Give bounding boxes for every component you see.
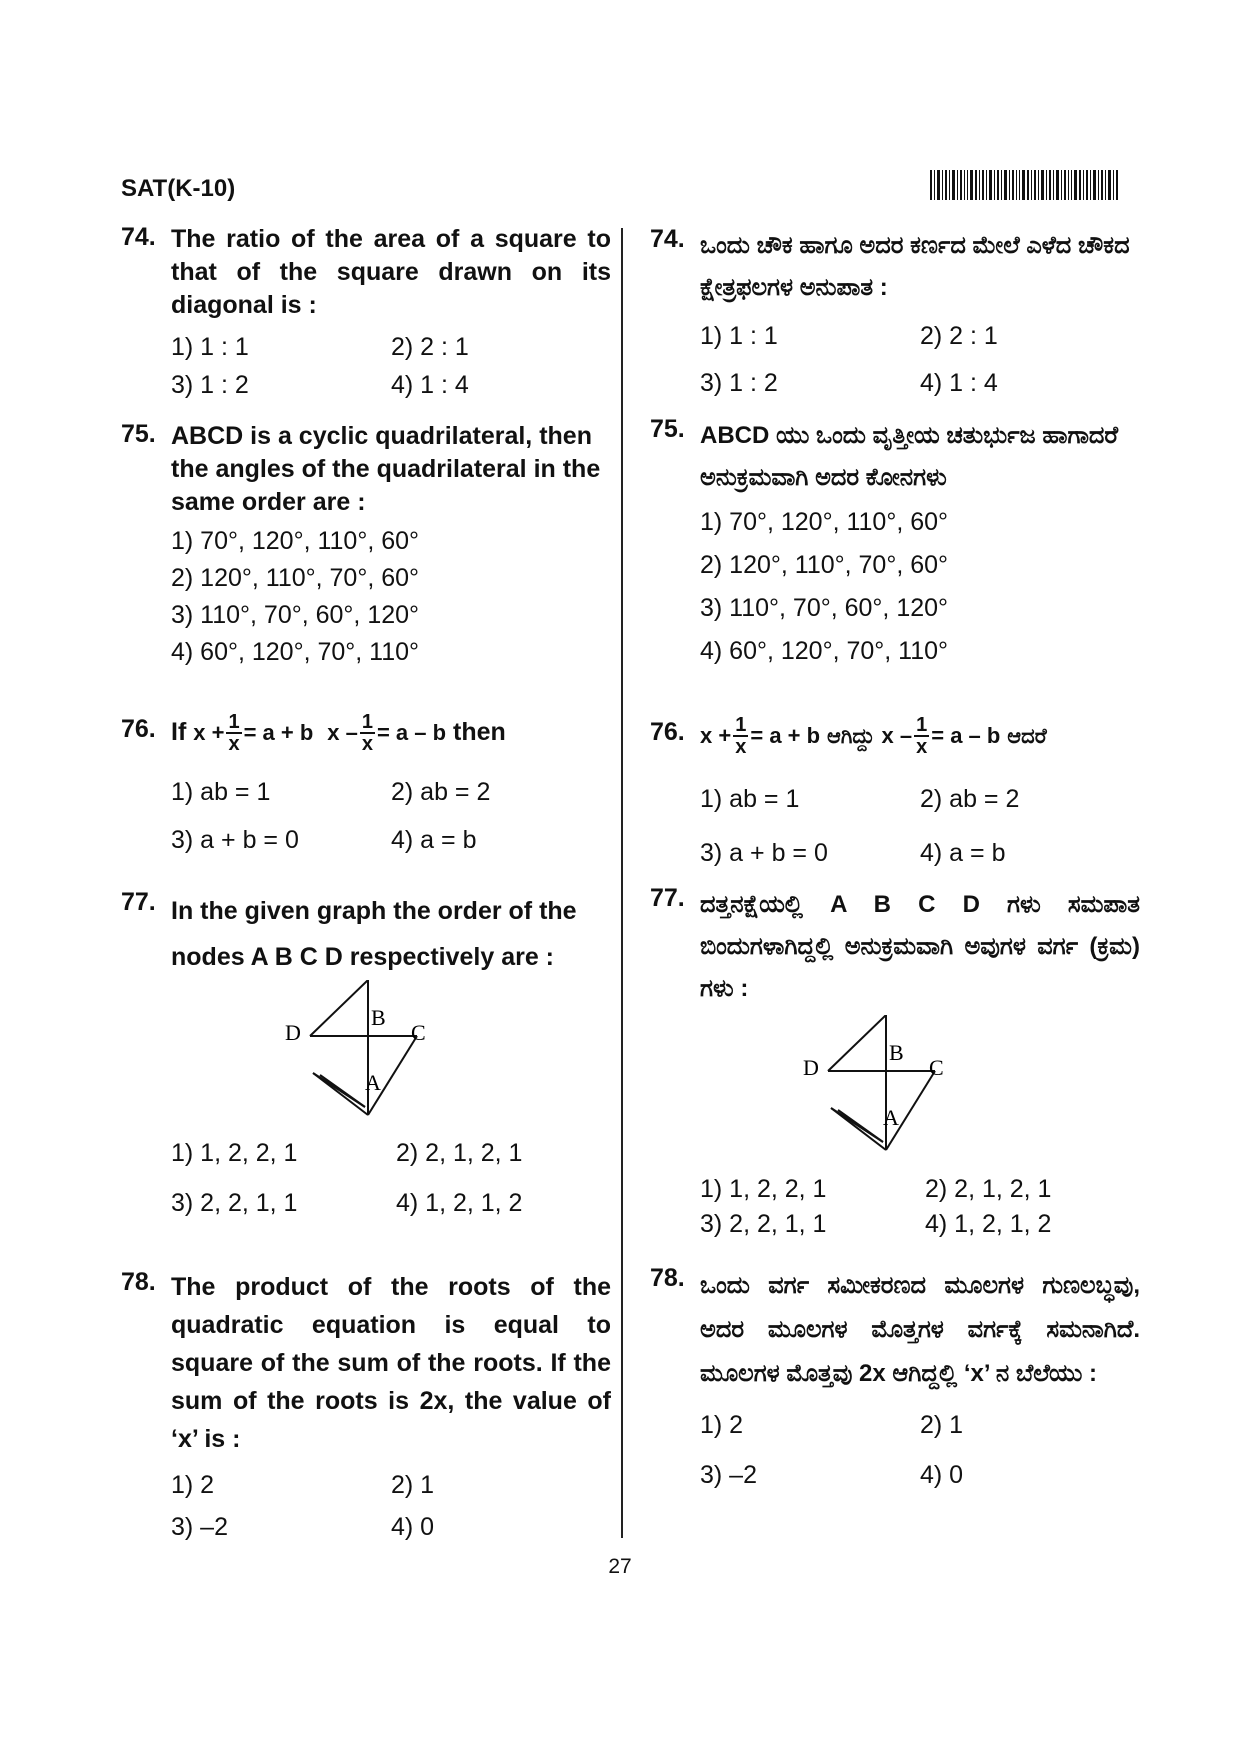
question-77-en-options	[171, 1128, 661, 1228]
question-77-kn	[650, 884, 1140, 1010]
option-3: 3) 1 : 2	[171, 371, 249, 399]
question-77-en	[121, 888, 611, 980]
question-78-en	[121, 1268, 611, 1548]
option-1: 1) 1 : 1	[700, 322, 778, 350]
option-1: 1) 70°, 120°, 110°, 60°	[171, 527, 420, 555]
option-4: 4) 0	[920, 1461, 964, 1489]
question-number: 77.	[650, 884, 685, 912]
option-1: 1) 1, 2, 2, 1	[171, 1139, 298, 1167]
option-2: 2) 2, 1, 2, 1	[396, 1139, 523, 1167]
option-4: 4) a = b	[391, 826, 477, 854]
option-3: 3) 1 : 2	[700, 369, 778, 397]
option-3: 3) –2	[700, 1461, 757, 1489]
graph-diagram-en	[285, 980, 445, 1120]
question-76-kn	[650, 710, 1140, 880]
question-76-en	[121, 707, 611, 864]
graph-label-b: B	[889, 1040, 904, 1065]
option-2: 2) 1	[920, 1411, 964, 1439]
option-4: 4) a = b	[920, 839, 1006, 867]
option-1: 1) 1 : 1	[171, 333, 249, 361]
option-1: 1) 70°, 120°, 110°, 60°	[700, 508, 949, 536]
option-1: 1) 2	[171, 1471, 215, 1499]
option-3: 3) 110°, 70°, 60°, 120°	[171, 601, 420, 629]
question-77-kn-options	[700, 1172, 1190, 1242]
question-number: 78.	[121, 1268, 156, 1296]
question-number: 74.	[650, 225, 685, 253]
option-3: 3) a + b = 0	[700, 839, 828, 867]
question-text: ಒಂದು ಚೌಕ ಹಾಗೂ ಅದರ ಕರ್ಣದ ಮೇಲೆ ಎಳೆದ ಚೌಕದ ಕ್ಷೇತ್ರಫಲಗಳ ಅನುಪಾತ :	[700, 232, 1130, 301]
option-2: 2) ab = 2	[391, 778, 491, 806]
option-4: 4) 1 : 4	[920, 369, 998, 397]
column-divider	[621, 228, 623, 1538]
header-code: SAT(K-10)	[121, 175, 236, 202]
option-2: 2) 2 : 1	[391, 333, 469, 361]
barcode-icon	[930, 170, 1120, 200]
graph-label-a: A	[365, 1070, 381, 1095]
graph-label-d: D	[803, 1055, 819, 1080]
graph-diagram-kn	[803, 1015, 963, 1155]
question-text-line-1: In the given graph the order of the	[171, 897, 577, 925]
question-number: 77.	[121, 888, 156, 916]
option-2: 2) 120°, 110°, 70°, 60°	[700, 551, 949, 579]
option-4: 4) 1, 2, 1, 2	[396, 1189, 523, 1217]
option-2: 2) 120°, 110°, 70°, 60°	[171, 564, 420, 592]
option-4: 4) 60°, 120°, 70°, 110°	[700, 637, 949, 665]
question-text-line-2: nodes A B C D respectively are :	[171, 943, 555, 971]
question-78-kn	[650, 1264, 1140, 1500]
question-75-kn	[650, 415, 1140, 673]
option-4: 4) 1, 2, 1, 2	[925, 1210, 1052, 1238]
question-text: The ratio of the area of a square to that of the square drawn on its diagonal is :	[171, 225, 611, 319]
question-number: 75.	[650, 415, 685, 443]
question-75-en	[121, 420, 611, 671]
question-number: 74.	[121, 223, 156, 251]
question-text: ದತ್ತನಕ್ಷೆಯಲ್ಲಿ A B C D ಗಳು ಸಮಪಾತ ಬಿಂದುಗಳಾಗಿದ್ದಲ್ಲಿ ಅನುಕ್ರಮವಾಗಿ ಅವುಗಳ ವರ್ಗ (ಕ್ರಮ) ಗಳು :	[700, 891, 1140, 1002]
page-number: 27	[608, 1555, 632, 1578]
question-74-en	[121, 223, 611, 404]
option-1: 1) 2	[700, 1411, 744, 1439]
question-number: 75.	[121, 420, 156, 448]
graph-label-d: D	[285, 1020, 301, 1045]
option-2: 2) 1	[391, 1471, 435, 1499]
option-1: 1) ab = 1	[171, 778, 271, 806]
question-number: 78.	[650, 1264, 685, 1292]
option-4: 4) 0	[391, 1513, 435, 1541]
option-3: 3) 2, 2, 1, 1	[171, 1189, 298, 1217]
option-4: 4) 1 : 4	[391, 371, 469, 399]
question-number: 76.	[121, 715, 156, 743]
graph-label-b: B	[371, 1005, 386, 1030]
option-3: 3) a + b = 0	[171, 826, 299, 854]
question-text: The product of the roots of the quadratic equation is equal to square of the sum of the roots. If the sum of the roots is 2x, the value of ‘x’ is :	[171, 1273, 611, 1453]
question-equation: If x + $\frac{1}{x}$ = a + b x – $\frac{1}{x}$ = a – b then	[171, 711, 506, 756]
question-text: ಒಂದು ವರ್ಗ ಸಮೀಕರಣದ ಮೂಲಗಳ ಗುಣಲಬ್ಧವು, ಅದರ ಮೂಲಗಳ ಮೊತ್ತಗಳ ವರ್ಗಕ್ಕೆ ಸಮನಾಗಿದೆ. ಮೂಲಗಳ ಮೊತ್ತವು 2x ಆಗಿದ್ದಲ್ಲಿ ‘x’ ನ ಬೆಲೆಯು :	[700, 1272, 1140, 1387]
option-2: 2) 2, 1, 2, 1	[925, 1175, 1052, 1203]
option-3: 3) –2	[171, 1513, 228, 1541]
graph-label-c: C	[929, 1055, 944, 1080]
graph-label-c: C	[411, 1020, 426, 1045]
option-3: 3) 110°, 70°, 60°, 120°	[700, 594, 949, 622]
question-equation: x + $\frac{1}{x}$ = a + b ಆಗಿದ್ದು x – $\frac{1}{x}$ = a – b ಆದರೆ	[700, 714, 1047, 759]
option-2: 2) ab = 2	[920, 785, 1020, 813]
option-4: 4) 60°, 120°, 70°, 110°	[171, 638, 420, 666]
graph-label-a: A	[883, 1105, 899, 1130]
option-1: 1) 1, 2, 2, 1	[700, 1175, 827, 1203]
question-number: 76.	[650, 718, 685, 746]
question-text: ABCD ಯು ಒಂದು ವೃತ್ತೀಯ ಚತುರ್ಭುಜ ಹಾಗಾದರೆ ಅನುಕ್ರಮವಾಗಿ ಅದರ ಕೋನಗಳು	[700, 422, 1119, 491]
question-text: ABCD is a cyclic quadrilateral, then the angles of the quadrilateral in the same order are :	[171, 422, 601, 516]
option-2: 2) 2 : 1	[920, 322, 998, 350]
option-1: 1) ab = 1	[700, 785, 800, 813]
option-3: 3) 2, 2, 1, 1	[700, 1210, 827, 1238]
question-74-kn	[650, 225, 1140, 407]
